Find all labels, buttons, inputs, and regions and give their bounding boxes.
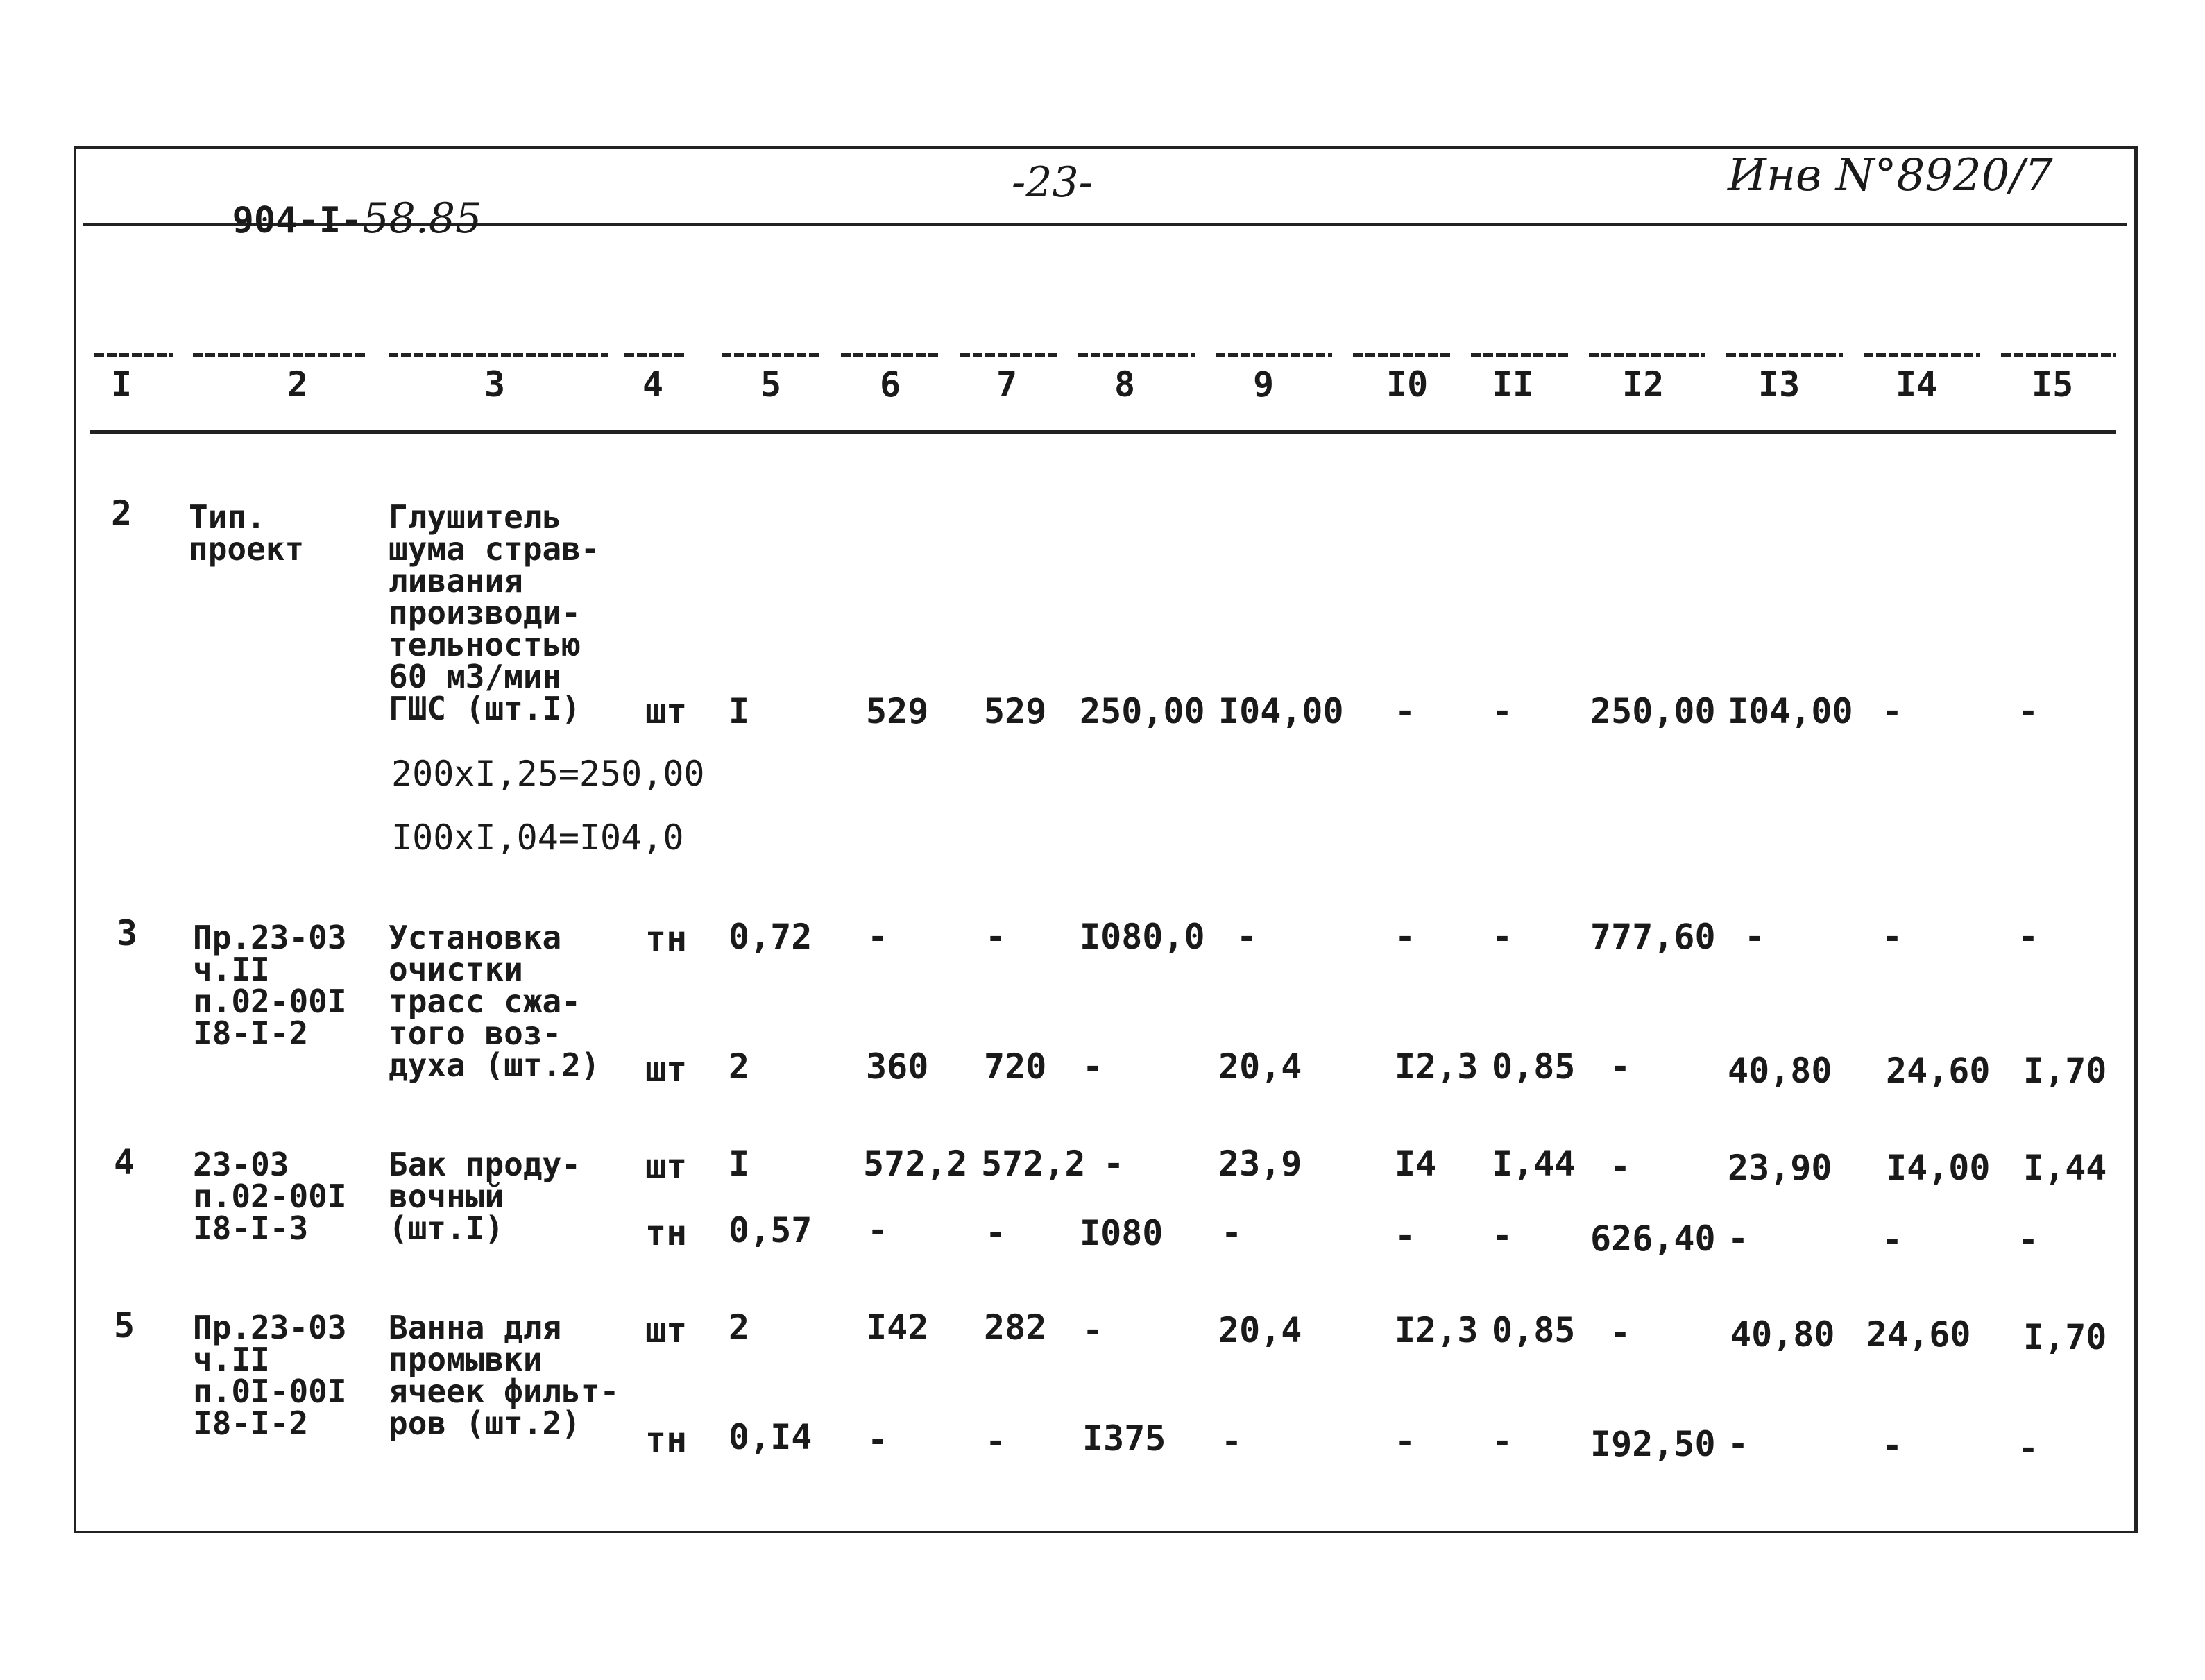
cell-c9: - — [1221, 1421, 1243, 1461]
cell-c10: - — [1395, 917, 1416, 957]
cell-c12: I92,50 — [1590, 1424, 1716, 1464]
col-header-10: I0 — [1386, 364, 1429, 405]
cell-c9: I04,00 — [1218, 691, 1344, 731]
cell-c11: - — [1492, 691, 1513, 731]
col-dash — [1353, 353, 1450, 357]
cell-c12: - — [1610, 1146, 1631, 1187]
col-dash — [841, 353, 938, 357]
cell-c11: - — [1492, 1421, 1513, 1461]
cell-c15: - — [2018, 1428, 2039, 1468]
cell-c8: I080,0 — [1080, 917, 1205, 957]
cell-c11: I,44 — [1492, 1144, 1576, 1184]
cell-c13: 40,80 — [1730, 1314, 1835, 1355]
cell-c13: 40,80 — [1728, 1051, 1832, 1091]
cell-c6: 360 — [866, 1046, 929, 1087]
row-description: Установка очистки трасс сжа- того воз- духа (шт.2) — [389, 919, 600, 1084]
row-number: 3 — [117, 913, 138, 953]
cell-c8: - — [1082, 1310, 1104, 1350]
cell-c11: - — [1492, 917, 1513, 957]
col-dash — [1589, 353, 1705, 357]
cell-c14: - — [1882, 1220, 1903, 1260]
cell-c8: - — [1082, 1046, 1104, 1087]
cell-c10: - — [1395, 691, 1416, 731]
cell-c9: 23,9 — [1218, 1144, 1302, 1184]
cell-c7: 529 — [984, 691, 1047, 731]
cell-c10: I4 — [1395, 1144, 1437, 1184]
cell-c10: - — [1395, 1421, 1416, 1461]
row-description: Глушитель шума страв- ливания производи- тельностью 60 м3/мин ГШС (шт.I) — [389, 498, 600, 727]
cell-c9: 20,4 — [1218, 1310, 1302, 1350]
cell-c10: - — [1395, 1216, 1416, 1256]
calc-line-1: 200xI,25=250,00 — [391, 754, 705, 794]
cell-c6: - — [867, 1420, 889, 1460]
cell-unit: тн — [645, 919, 688, 959]
col-header-1: I — [111, 364, 133, 405]
col-dash — [1471, 353, 1568, 357]
cell-c11: - — [1492, 1216, 1513, 1256]
row-number: 2 — [111, 493, 133, 534]
col-header-9: 9 — [1253, 364, 1275, 405]
cell-c9: - — [1221, 1213, 1243, 1253]
col-header-7: 7 — [996, 364, 1018, 405]
cell-c10: I2,3 — [1395, 1046, 1479, 1087]
cell-unit: шт — [645, 1049, 688, 1089]
cell-c6: 572,2 — [863, 1144, 968, 1184]
cell-qty: 0,I4 — [729, 1417, 812, 1457]
col-header-2: 2 — [287, 364, 309, 405]
col-dash — [960, 353, 1057, 357]
col-header-13: I3 — [1758, 364, 1800, 405]
cell-c6: 529 — [866, 691, 929, 731]
row-reference: Пр.23-03 ч.II п.0I-00I I8-I-2 — [193, 1309, 347, 1442]
doc-code-prefix: 904-I- — [232, 200, 363, 241]
row-reference: Пр.23-03 ч.II п.02-00I I8-I-2 — [193, 919, 347, 1052]
cell-c7: - — [985, 1421, 1007, 1461]
cell-qty: I — [729, 1144, 750, 1184]
cell-c15: - — [2018, 917, 2039, 957]
cell-c9: 20,4 — [1218, 1046, 1302, 1087]
calc-line-2: I00xI,04=I04,0 — [391, 817, 684, 858]
doc-code — [189, 167, 482, 243]
col-header-4: 4 — [642, 364, 664, 405]
col-header-8: 8 — [1114, 364, 1136, 405]
cell-qty: I — [729, 691, 750, 731]
cell-qty: 2 — [729, 1307, 750, 1348]
col-dash — [389, 353, 608, 357]
cell-c7: 572,2 — [981, 1144, 1086, 1184]
col-dash — [1216, 353, 1332, 357]
cell-c11: 0,85 — [1492, 1310, 1576, 1350]
row-description: Ванна для промывки ячеек фильт- ров (шт.2) — [389, 1309, 620, 1442]
col-dash — [2001, 353, 2116, 357]
cell-unit: шт — [645, 1146, 688, 1187]
cell-c14: 24,60 — [1866, 1314, 1971, 1355]
col-header-14: I4 — [1896, 364, 1938, 405]
col-dash — [722, 353, 819, 357]
page-number: -23- — [1012, 158, 1093, 207]
cell-c12: 626,40 — [1590, 1219, 1716, 1259]
col-header-6: 6 — [880, 364, 901, 405]
col-dash — [94, 353, 173, 357]
row-number: 4 — [114, 1142, 135, 1182]
cell-c6: - — [867, 1210, 889, 1250]
cell-c7: 720 — [984, 1046, 1047, 1087]
cell-c14: - — [1882, 917, 1903, 957]
cell-c7: 282 — [984, 1307, 1047, 1348]
row-number: 5 — [114, 1305, 135, 1346]
cell-c15: - — [2018, 1220, 2039, 1260]
cell-c6: I42 — [866, 1307, 929, 1348]
cell-c12: 777,60 — [1590, 917, 1716, 957]
row-reference: 23-03 п.02-00I I8-I-3 — [193, 1146, 347, 1247]
col-dash — [1864, 353, 1980, 357]
inventory-number: Инв N°8920/7 — [1728, 150, 2053, 201]
cell-c15: I,70 — [2023, 1051, 2107, 1091]
cell-c13: - — [1728, 1219, 1749, 1259]
cell-c7: - — [985, 1213, 1007, 1253]
col-header-11: II — [1492, 364, 1534, 405]
cell-c13: I04,00 — [1728, 691, 1853, 731]
cell-unit: тн — [645, 1420, 688, 1460]
cell-c7: - — [985, 917, 1007, 957]
cell-c8: I080 — [1080, 1213, 1164, 1253]
cell-c15: - — [2018, 691, 2039, 731]
cell-c14: I4,00 — [1886, 1148, 1991, 1188]
cell-qty: 0,57 — [729, 1210, 812, 1250]
cell-c15: I,44 — [2023, 1148, 2107, 1188]
cell-c15: I,70 — [2023, 1317, 2107, 1357]
cell-c10: I2,3 — [1395, 1310, 1479, 1350]
cell-qty: 0,72 — [729, 917, 812, 957]
cell-unit: шт — [645, 1310, 688, 1350]
cell-c14: 24,60 — [1886, 1051, 1991, 1091]
col-dash — [193, 353, 368, 357]
col-dash — [1078, 353, 1195, 357]
col-dash — [1726, 353, 1843, 357]
cell-c12: - — [1610, 1313, 1631, 1353]
col-header-3: 3 — [484, 364, 506, 405]
cell-c12: - — [1610, 1046, 1631, 1087]
cell-qty: 2 — [729, 1046, 750, 1087]
cell-unit: шт — [645, 691, 688, 731]
col-header-5: 5 — [760, 364, 782, 405]
cell-c8: - — [1103, 1144, 1125, 1184]
cell-c13: 23,90 — [1728, 1148, 1832, 1188]
col-header-15: I5 — [2032, 364, 2074, 405]
col-dash — [624, 353, 684, 357]
columns-rule — [90, 430, 2116, 434]
col-header-12: I2 — [1622, 364, 1665, 405]
row-description: Бак проду- вочный (шт.I) — [389, 1146, 581, 1247]
cell-c8: 250,00 — [1080, 691, 1205, 731]
cell-c9: - — [1236, 917, 1258, 957]
row-reference: Тип. проект — [189, 498, 305, 568]
cell-c8: I375 — [1082, 1418, 1166, 1459]
cell-c14: - — [1882, 1425, 1903, 1466]
cell-c6: - — [867, 917, 889, 957]
cell-c14: - — [1882, 691, 1903, 731]
cell-c12: 250,00 — [1590, 691, 1716, 731]
cell-c13: - — [1744, 917, 1766, 957]
cell-c13: - — [1728, 1424, 1749, 1464]
cell-c11: 0,85 — [1492, 1046, 1576, 1087]
doc-code-handwritten: 58.85 — [362, 194, 482, 243]
cell-unit: тн — [645, 1213, 688, 1253]
